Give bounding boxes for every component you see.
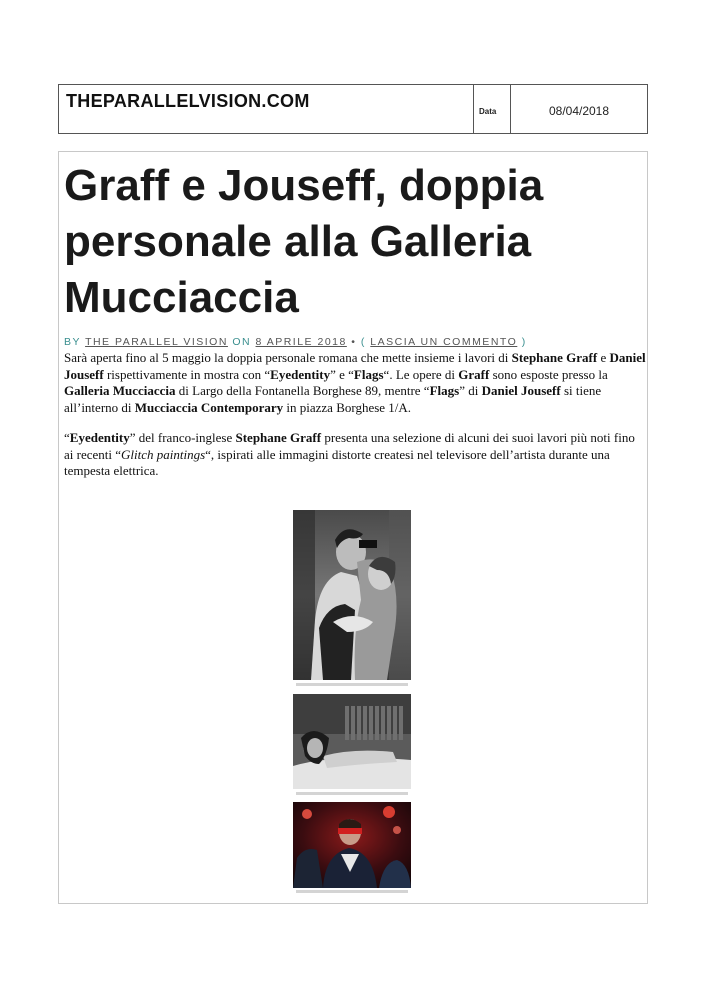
byline-by: BY <box>64 336 81 348</box>
date-link[interactable]: 8 APRILE 2018 <box>255 336 347 348</box>
artwork-caption-1 <box>296 683 408 686</box>
byline-bullet: • <box>351 336 357 348</box>
comment-link[interactable]: LASCIA UN COMMENTO <box>370 336 518 348</box>
byline-on: ON <box>232 336 252 348</box>
artwork-caption-2 <box>296 792 408 795</box>
artwork-image-2 <box>293 694 411 789</box>
artwork-image-3 <box>293 802 411 888</box>
artwork-1-graphic <box>293 510 411 680</box>
header-divider <box>473 85 474 133</box>
header-box <box>58 84 648 134</box>
byline <box>64 336 527 348</box>
paragraph-intro: Sarà aperta fino al 5 maggio la doppia personale romana che mette insieme i lavori di Stephane Graff e Daniel Jouseff rispettivamente in mostra con “Eyedentity” e “Flags“. Le opere di Graff sono esposte presso la Galleria Mucciaccia di Largo della Fontanella Borghese 89, mentre “Flags” di Daniel Jouseff si tiene all’interno di Mucciaccia Contemporary in piazza Borghese 1/A. <box>64 350 646 415</box>
author-link[interactable]: THE PARALLEL VISION <box>85 336 228 348</box>
paragraph-eyedentity: “Eyedentity” del franco-inglese Stephane Graff presenta una selezione di alcuni dei suoi lavori più noti fino ai recenti “Glitch paintings“, ispirati alle immagini distorte createsi nel televisore dell’artista durante una tempesta elettrica. <box>64 430 635 478</box>
article-title: Graff e Jouseff, doppia personale alla Galleria Mucciaccia <box>64 161 544 322</box>
date-label: Data <box>479 107 497 116</box>
artwork-caption-3 <box>296 890 408 893</box>
byline-paren-open: ( <box>360 336 366 348</box>
date-value: 08/04/2018 <box>548 104 610 118</box>
byline-paren-close: ) <box>521 336 527 348</box>
artwork-image-1 <box>293 510 411 680</box>
artwork-2-graphic <box>293 694 411 789</box>
site-name: THEPARALLELVISION.COM <box>66 91 310 111</box>
artwork-3-graphic <box>293 802 411 888</box>
